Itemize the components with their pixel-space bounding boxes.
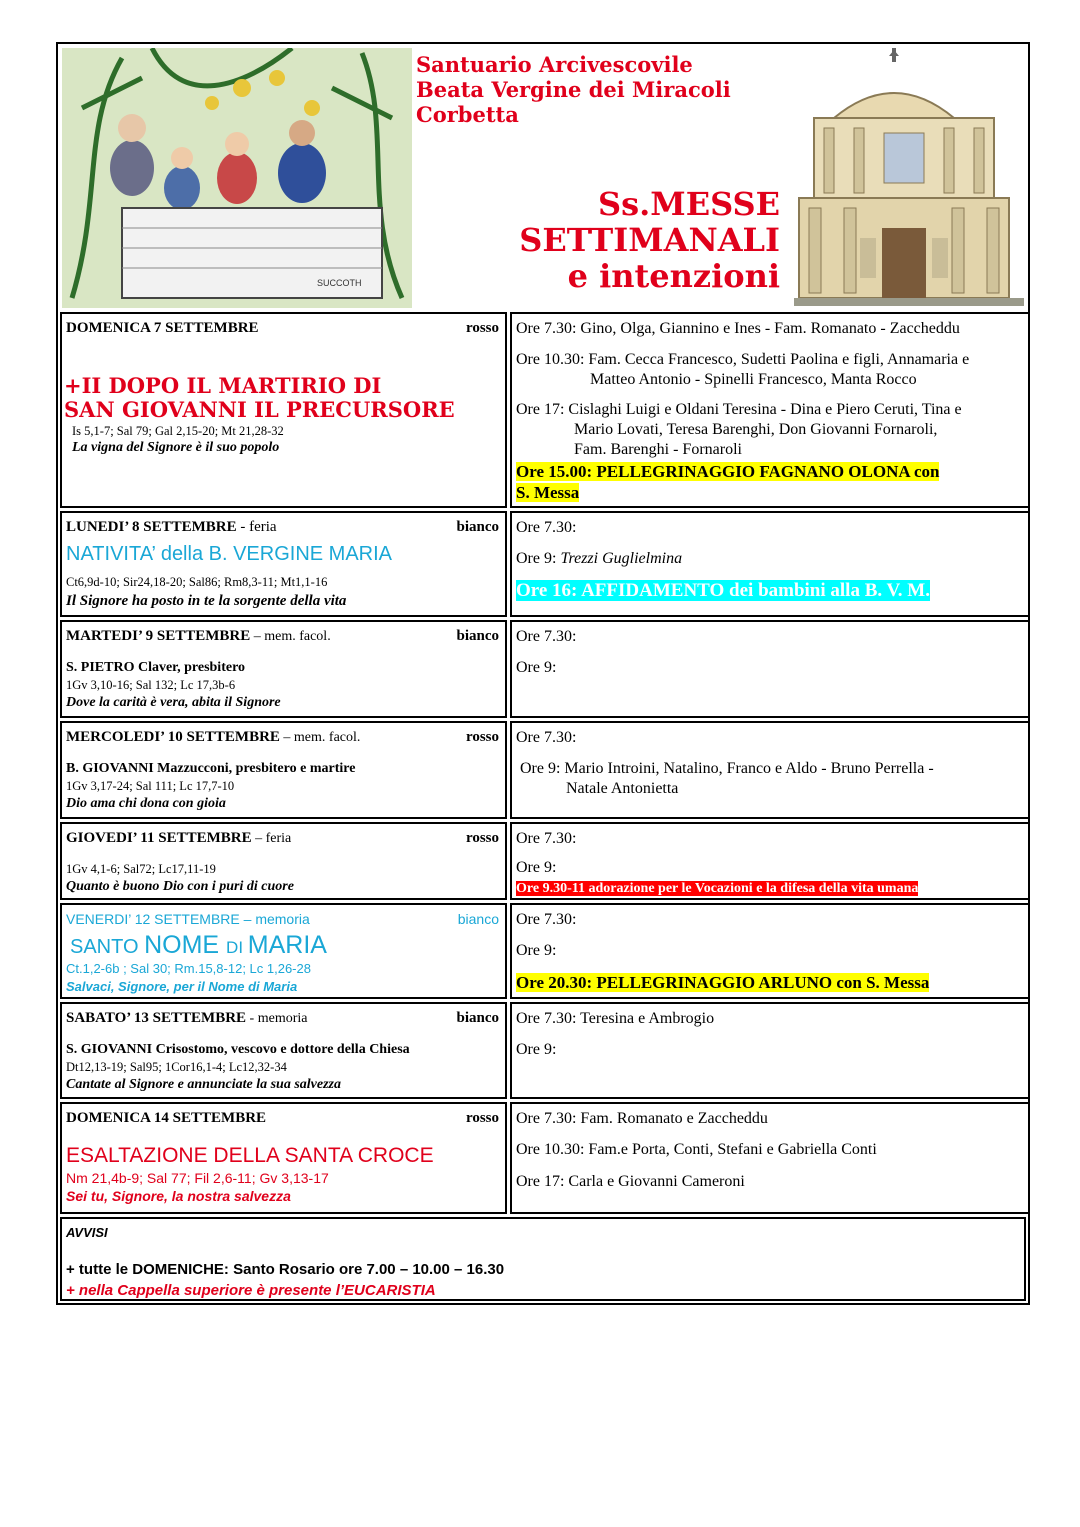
day-type: - memoria: [246, 1011, 308, 1026]
mass-entry: Ore 17: Cislaghi Luigi e Oldani Teresina - Dina e Piero Ceruti, Tina e: [516, 401, 962, 418]
mass-entry-cont: Fam. Barenghi - Fornaroli: [574, 441, 742, 458]
mass-time: Ore 9:: [516, 550, 561, 567]
day-cell-sun-14: [60, 1102, 507, 1214]
mass-entry-cont: Mario Lovati, Teresa Barenghi, Don Giovanni Fornaroli,: [574, 421, 938, 438]
adoration-text: Ore 9.30-11 adorazione per le Vocazioni e la difesa della vita umana: [516, 881, 919, 896]
day-date: DOMENICA 7 SETTEMBRE: [66, 320, 259, 336]
masses-heading-line-1: Ss.MESSE: [598, 185, 780, 223]
feast-title: [64, 374, 455, 422]
day-type: – memoria: [239, 911, 310, 927]
feast-word: NOME: [144, 931, 227, 959]
readings: Ct.1,2-6b ; Sal 30; Rm.15,8-12; Lc 1,26-28: [66, 961, 311, 976]
mass-entry: Ore 9:: [516, 859, 557, 876]
mass-entry-cont: Matteo Antonio - Spinelli Francesco, Manta Rocco: [590, 371, 917, 388]
mass-entry: Ore 7.30: Fam. Romanato e Zaccheddu: [516, 1110, 768, 1127]
liturgical-color: rosso: [465, 830, 499, 846]
masses-cell-wed-10: [510, 721, 1030, 819]
readings: Is 5,1-7; Sal 79; Gal 2,15-20; Mt 21,28-32: [72, 424, 284, 438]
day-date: SABATO’ 13 SETTEMBRE: [66, 1010, 247, 1026]
church-facade-picture: [794, 48, 1024, 306]
motto: La vigna del Signore è il suo popolo: [72, 440, 280, 455]
day-date: GIOVEDI’ 11 SETTEMBRE: [66, 830, 252, 846]
masses-cell-sun-14: [510, 1102, 1030, 1214]
masses-heading-line-3: e intenzioni: [567, 257, 780, 295]
notices-title: AVVISI: [66, 1225, 108, 1240]
mass-entry: Ore 9:: [516, 1041, 557, 1058]
mass-entry: Ore 7.30: Teresina e Ambrogio: [516, 1010, 715, 1027]
readings: Nm 21,4b-9; Sal 77; Fil 2,6-11; Gv 3,13-17: [66, 1170, 329, 1186]
feast-word: DI: [226, 938, 248, 957]
masses-cell-sat-13: [510, 1002, 1030, 1099]
motto: Quanto è buono Dio con i puri di cuore: [66, 879, 294, 894]
title-line-1: Santuario Arcivescovile: [416, 52, 693, 77]
liturgical-color: bianco: [456, 628, 499, 644]
schedule-sheet: [56, 42, 1030, 1305]
pilgrimage-notice: [516, 462, 1022, 504]
feast-line-2: SAN GIOVANNI IL PRECURSORE: [64, 397, 455, 422]
pilgrimage-line-2: S. Messa: [516, 483, 580, 502]
entrustment-notice: [516, 581, 1022, 602]
mass-entry-cont: Natale Antonietta: [566, 780, 679, 797]
day-type: – feria: [251, 831, 292, 846]
liturgical-color: bianco: [456, 1010, 499, 1026]
day-date: DOMENICA 14 SETTEMBRE: [66, 1110, 267, 1126]
saint: B. GIOVANNI Mazzucconi, presbitero e martire: [66, 761, 356, 776]
feast-title: [70, 931, 327, 960]
day-cell-sat-13: [60, 1002, 507, 1099]
motto: Salvaci, Signore, per il Nome di Maria: [66, 979, 298, 994]
notice-rosary: + tutte le DOMENICHE: Santo Rosario ore 7.00 – 10.00 – 16.30: [66, 1261, 505, 1278]
mass-entry: Ore 9: Mario Introini, Natalino, Franco e Aldo - Bruno Perrella -: [520, 760, 934, 777]
readings: 1Gv 3,17-24; Sal 111; Lc 17,7-10: [66, 779, 235, 793]
saint: S. GIOVANNI Crisostomo, vescovo e dottore della Chiesa: [66, 1042, 410, 1057]
day-date: MARTEDI’ 9 SETTEMBRE: [66, 628, 251, 644]
day-cell-wed-10: [60, 721, 507, 819]
mass-intention: Trezzi Guglielmina: [560, 550, 683, 567]
motto: Dove la carità è vera, abita il Signore: [66, 695, 281, 710]
masses-cell-sun-7: [510, 312, 1030, 508]
painting-picture: [62, 48, 412, 308]
feast-title: NATIVITA’ della B. VERGINE MARIA: [66, 543, 392, 565]
day-type: – mem. facol.: [279, 730, 361, 745]
feast-word: SANTO: [70, 936, 145, 958]
motto: Sei tu, Signore, la nostra salvezza: [66, 1188, 291, 1204]
mass-entry: Ore 7.30:: [516, 911, 577, 928]
readings: Ct6,9d-10; Sir24,18-20; Sal86; Rm8,3-11; Mt1,1-16: [66, 575, 328, 589]
day-cell-mon-8: [60, 511, 507, 617]
pilgrimage-text: Ore 20.30: PELLEGRINAGGIO ARLUNO con S. Messa: [516, 973, 930, 992]
feast-line-1: +II DOPO IL MARTIRIO DI: [64, 373, 382, 398]
masses-cell-thu-11: [510, 822, 1030, 900]
adoration-notice: [516, 878, 1022, 899]
motto: Dio ama chi dona con gioia: [66, 796, 226, 811]
day-type: – mem. facol.: [250, 629, 331, 644]
mass-entry: Ore 9:: [516, 659, 557, 676]
pilgrimage-notice: [516, 973, 1022, 994]
header: [60, 46, 1026, 308]
notice-eucharist: + nella Cappella superiore è presente l’EUCARISTIA: [66, 1282, 436, 1299]
saint: S. PIETRO Claver, presbitero: [66, 660, 246, 675]
mass-entry: Ore 10.30: Fam. Cecca Francesco, Sudetti Paolina e figli, Annamaria e: [516, 351, 970, 368]
masses-cell-fri-12: [510, 903, 1030, 999]
liturgical-color: bianco: [456, 519, 499, 535]
day-cell-sun-7: [60, 312, 507, 508]
masses-heading: [519, 186, 780, 294]
readings: 1Gv 3,10-16; Sal 132; Lc 17,3b-6: [66, 678, 236, 692]
painting-signature: SUCCOTH: [317, 278, 362, 288]
day-cell-fri-12: [60, 903, 507, 999]
mass-entry: Ore 7.30:: [516, 628, 577, 645]
mass-entry: Ore 7.30:: [516, 519, 577, 536]
mass-entry: [516, 549, 1022, 569]
mass-entry: Ore 9:: [516, 942, 557, 959]
readings: 1Gv 4,1-6; Sal72; Lc17,11-19: [66, 862, 216, 876]
motto: Il Signore ha posto in te la sorgente della vita: [66, 593, 347, 609]
mass-entry: Ore 10.30: Fam.e Porta, Conti, Stefani e Gabriella Conti: [516, 1141, 877, 1158]
entrustment-text: Ore 16: AFFIDAMENTO dei bambini alla B. V. M.: [516, 580, 930, 601]
mass-entry: Ore 17: Carla e Giovanni Cameroni: [516, 1173, 745, 1190]
day-date: LUNEDI’ 8 SETTEMBRE: [66, 519, 237, 535]
mass-entry: Ore 7.30: Gino, Olga, Giannino e Ines - Fam. Romanato - Zaccheddu: [516, 320, 960, 337]
masses-cell-tue-9: [510, 620, 1030, 718]
pilgrimage-line-1: Ore 15.00: PELLEGRINAGGIO FAGNANO OLONA con: [516, 462, 940, 481]
liturgical-color: rosso: [465, 1110, 499, 1126]
title-line-2: Beata Vergine dei Miracoli: [416, 77, 731, 102]
liturgical-color: rosso: [465, 320, 499, 336]
masses-heading-line-2: SETTIMANALI: [519, 221, 780, 259]
notices-box: [60, 1217, 1026, 1301]
day-date: MERCOLEDI’ 10 SETTEMBRE: [66, 729, 280, 745]
masses-cell-mon-8: [510, 511, 1030, 617]
liturgical-color: bianco: [457, 911, 499, 927]
day-cell-tue-9: [60, 620, 507, 718]
readings: Dt12,13-19; Sal95; 1Cor16,1-4; Lc12,32-34: [66, 1060, 287, 1074]
feast-word: MARIA: [247, 931, 327, 959]
motto: Cantate al Signore e annunciate la sua salvezza: [66, 1077, 341, 1092]
feast-title: ESALTAZIONE DELLA SANTA CROCE: [66, 1144, 434, 1167]
title-line-3: Corbetta: [416, 102, 519, 127]
day-date: VENERDI’ 12 SETTEMBRE: [66, 911, 240, 927]
liturgical-color: rosso: [465, 729, 499, 745]
mass-entry: Ore 7.30:: [516, 830, 577, 847]
mass-entry: Ore 7.30:: [516, 729, 577, 746]
day-type: - feria: [236, 519, 277, 535]
sanctuary-title: [416, 52, 731, 127]
day-cell-thu-11: [60, 822, 507, 900]
